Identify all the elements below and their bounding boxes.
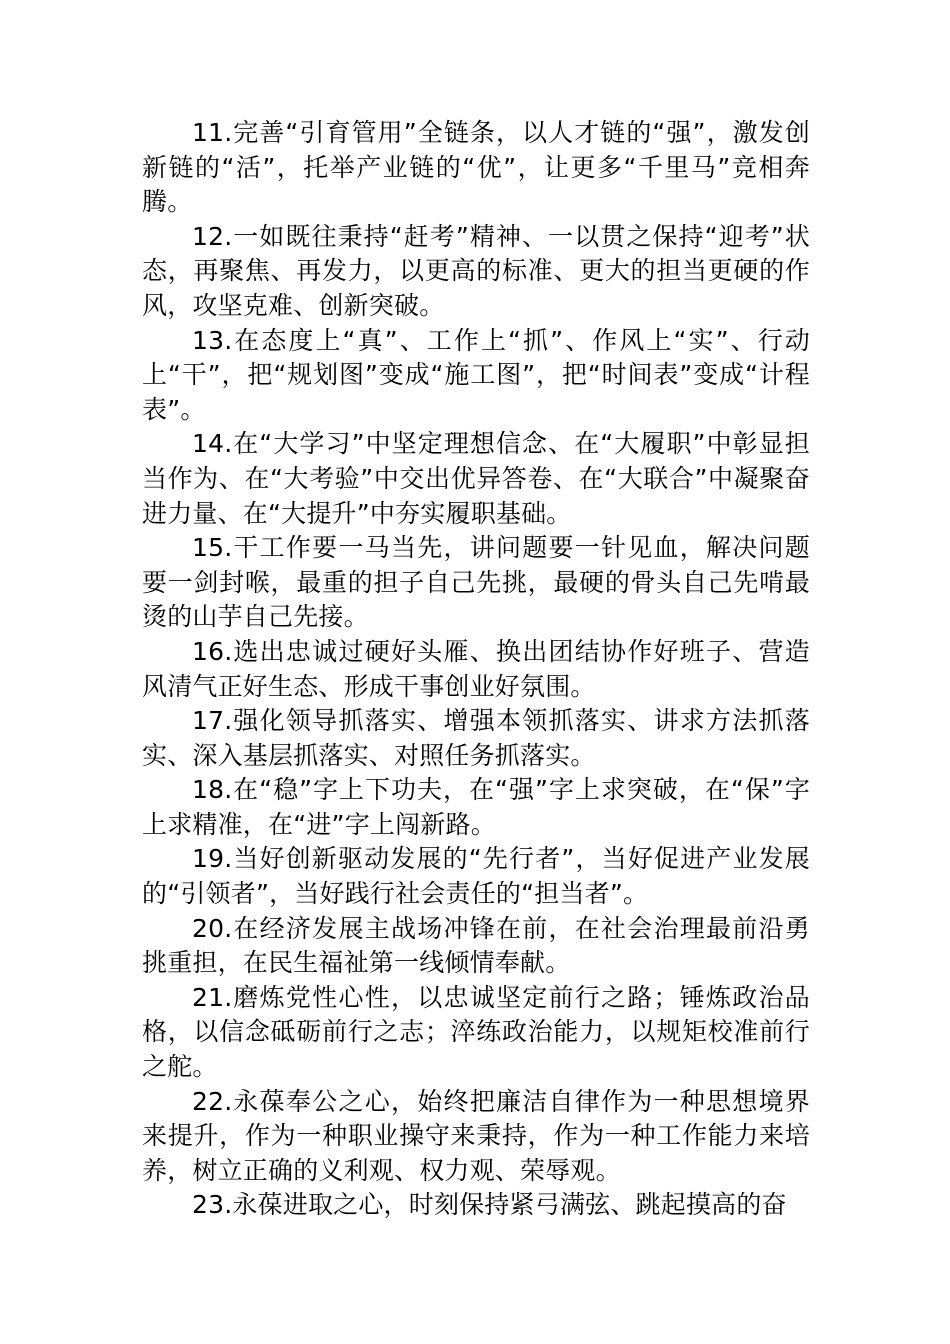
paragraph-15: 15.干工作要一马当先，讲问题要一针见血，解决问题要一剑封喉，最重的担子自己先挑，最硬的骨头自己先啃最烫的山芋自己先接。 (142, 533, 810, 632)
paragraph-11: 11.完善“引育管用”全链条，以人才链的“强”，激发创新链的“活”，托举产业链的“优”，让更多“千里马”竞相奔腾。 (142, 118, 810, 217)
paragraph-14: 14.在“大学习”中坚定理想信念、在“大履职”中彰显担当作为、在“大考验”中交出优异答卷、在“大联合”中凝聚奋进力量、在“大提升”中夯实履职基础。 (142, 429, 810, 528)
paragraph-16: 16.选出忠诚过硬好头雁、换出团结协作好班子、营造风清气正好生态、形成干事创业好氛围。 (142, 636, 810, 701)
paragraph-21: 21.磨炼党性心性，以忠诚坚定前行之路；锤炼政治品格，以信念砥砺前行之志；淬练政治能力，以规矩校准前行之舵。 (142, 982, 810, 1082)
paragraph-12: 12.一如既往秉持“赶考”精神、一以贯之保持“迎考”状态，再聚焦、再发力，以更高的标准、更大的担当更硬的作风，攻坚克难、创新突破。 (142, 221, 810, 320)
paragraph-13: 13.在态度上“真”、工作上“抓”、作风上“实”、行动上“干”，把“规划图”变成“施工图”，把“时间表”变成“计程表”。 (142, 325, 810, 424)
paragraph-20: 20.在经济发展主战场冲锋在前，在社会治理最前沿勇挑重担，在民生福祉第一线倾情奉献。 (142, 913, 810, 978)
paragraph-23: 23.永葆进取之心，时刻保持紧弓满弦、跳起摸高的奋 (192, 1190, 787, 1220)
paragraph-19: 19.当好创新驱动发展的“先行者”，当好促进产业发展的“引领者”，当好践行社会责任的“担当者”。 (142, 844, 810, 909)
document-body (142, 116, 810, 1223)
paragraph-18: 18.在“稳”字上下功夫，在“强”字上求突破，在“保”字上求精准，在“进”字上闯新路。 (142, 775, 810, 839)
paragraph-17: 17.强化领导抓落实、增强本领抓落实、讲求方法抓落实、深入基层抓落实、对照任务抓落实。 (142, 706, 810, 770)
paragraph-22: 22.永葆奉公之心，始终把廉洁自律作为一种思想境界来提升，作为一种职业操守来秉持，作为一种工作能力来培养，树立正确的义利观、权力观、荣辱观。 (142, 1086, 810, 1185)
